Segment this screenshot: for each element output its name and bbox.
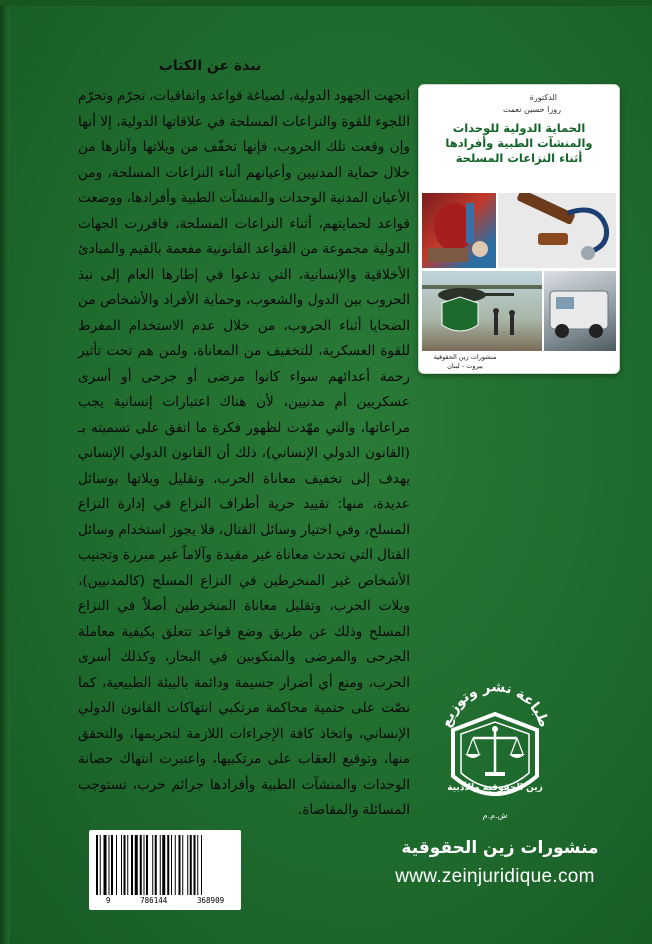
thumbnail-title: [427, 121, 611, 166]
top-edge: [0, 0, 652, 6]
publisher-emblem: [435, 672, 555, 822]
ambulance-photo: [544, 271, 616, 351]
photo-collage: [422, 193, 616, 351]
barcode-bar: [96, 835, 98, 895]
barcode-bar: [182, 835, 183, 895]
barcode-bar: [140, 835, 142, 895]
publisher-name: منشورات زين الحقوقية: [401, 838, 599, 858]
barcode-digit-group: 9: [105, 896, 111, 905]
barcode-bar: [167, 835, 169, 895]
barcode-bar: [197, 835, 198, 895]
title-line: أثناء النزاعات المسلحة: [455, 151, 583, 165]
barcode-bar: [144, 835, 145, 895]
author-label: الدكتورة: [529, 93, 557, 102]
gavel-stethoscope-photo: [498, 193, 616, 268]
barcode-bar: [127, 835, 128, 895]
barcode-bar: [162, 835, 165, 895]
medical-photo: [422, 193, 496, 268]
barcode-bars: [95, 835, 235, 895]
emblem-arc-text: طباعة نشر وتوزيع: [438, 679, 552, 730]
spine-edge: [0, 0, 10, 944]
barcode-bar: [179, 835, 181, 895]
title-line: والمنشآت الطبية وأفرادها: [445, 136, 593, 150]
barcode-bar: [111, 835, 113, 895]
barcode-bar: [152, 835, 153, 895]
front-cover-thumbnail: [418, 84, 620, 374]
barcode-bar: [116, 835, 117, 895]
isbn-barcode: [89, 830, 241, 910]
emblem-suffix: ش.م.م: [482, 811, 508, 820]
barcode-digit-group: 786144: [140, 896, 168, 905]
author-name: روزا حسين نعمت: [502, 105, 561, 114]
barcode-bar: [124, 835, 126, 895]
emblem-inner-text: زين الحقوقية والأدبية: [447, 783, 543, 793]
barcode-bar: [171, 835, 172, 895]
barcode-digit-group: 368909: [197, 896, 225, 905]
helicopter-photo: [422, 271, 542, 351]
barcode-bar: [104, 835, 107, 895]
thumbnail-place: بيروت - لبنان: [447, 362, 483, 370]
thumbnail-publisher: منشورات زين الحقوقية: [433, 353, 497, 361]
barcode-bar: [100, 835, 101, 895]
barcode-bar: [109, 835, 110, 895]
barcode-bar: [175, 835, 176, 895]
barcode-bar: [201, 835, 202, 895]
barcode-bar: [187, 835, 188, 895]
barcode-digits: [91, 896, 239, 905]
barcode-bar: [135, 835, 138, 895]
publisher-website: www.zeinjuridique.com: [395, 866, 595, 887]
barcode-bar: [131, 835, 133, 895]
book-blurb: اتجهت الجهود الدولية، لصياغة قواعد واتفاقيات، تجرّم وتحرّم اللجوء للقوة والنزاعات المسلحة في علاقاتها الدولية، إلا أنها وإن وقعت تلك الحروب، فإنها تخفّف من ويلاتها وآثارها من خلال حماية المدنيين وأعيانهم أثناء النزاعات المسلحة، ومن الأعيان المدنية الوحدات والمنشآت الطبية وأفرادها، ووضعت قواعد لحمايتهم، أثناء النزاعات المسلحة، فافرزت الجهات الدولية مجموعة من القواعد القانونية مفعمة بالقيم والمبادئ الأخلاقية والإنسانية، التي تدعوا في إطارها العام إلى نبذ الحروب بين الدول والشعوب، وحماية الأفراد والأشخاص من الضحايا أثناء الحروب، من خلال عدم الاستخدام المفرط للقوة العسكرية، للتخفيف من المعاناة، ولمن هم تحت تأثير رحمة أعدائهم سواء كانوا مرضى أو جرحى أو أسرى عسكريين أم مدنيين، لأن هناك اعتبارات إنسانية يجب مراعاتها، والتي مهّدت لظهور فكرة ما اتفق على تسميته بـ (القانون الدولي الإنساني)، ذلك أن القانون الدولي الإنساني يهدف إلى تخفيف معاناة الحرب، وتقليل ويلاتها بوسائل عديدة، منها: تقييد حرية أطراف النزاع في إدارة النزاع المسلح، وفي اختيار وسائل القتال، فلا يجوز استخدام وسائل القتال التي تحدث معاناة غير مقيدة وآلاماً غير مبررة وتجنيب الأشخاص غير المنخرطين في النزاع المسلح (كالمدنيين)، ويلات الحرب، وتقليل معاناة المنخرطين أصلاً في النزاع المسلح وذلك عن طريق وضع قواعد تتعلق بكيفية معاملة الجرحى والمرضى والمنكوبين في البحار، وكذلك أسرى الحرب، ومنع أي أضرار جسيمة ودائمة بالبيئة الطبيعية، كما نصّت على حتمية محاكمة مرتكبي انتهاكات القانون الدولي الإنساني، واتخاذ كافة الإجراءات اللازمة لتحريمها، والتحقق منها، وتوقيع العقاب على مرتكبيها، واعتبرت انتهاك حصانة الوحدات والمنشآت الطبية وأفرادها جرائم حرب، تستوجب المسائلة والمقاضاة.: [78, 88, 410, 818]
barcode-bar: [121, 835, 122, 895]
barcode-bar: [190, 835, 192, 895]
title-line: الحماية الدولية للوحدات: [452, 121, 586, 135]
barcode-bar: [160, 835, 161, 895]
barcode-bar: [146, 835, 148, 895]
section-title: نبذة عن الكتاب: [158, 58, 262, 74]
barcode-bar: [194, 835, 196, 895]
barcode-bar: [155, 835, 157, 895]
